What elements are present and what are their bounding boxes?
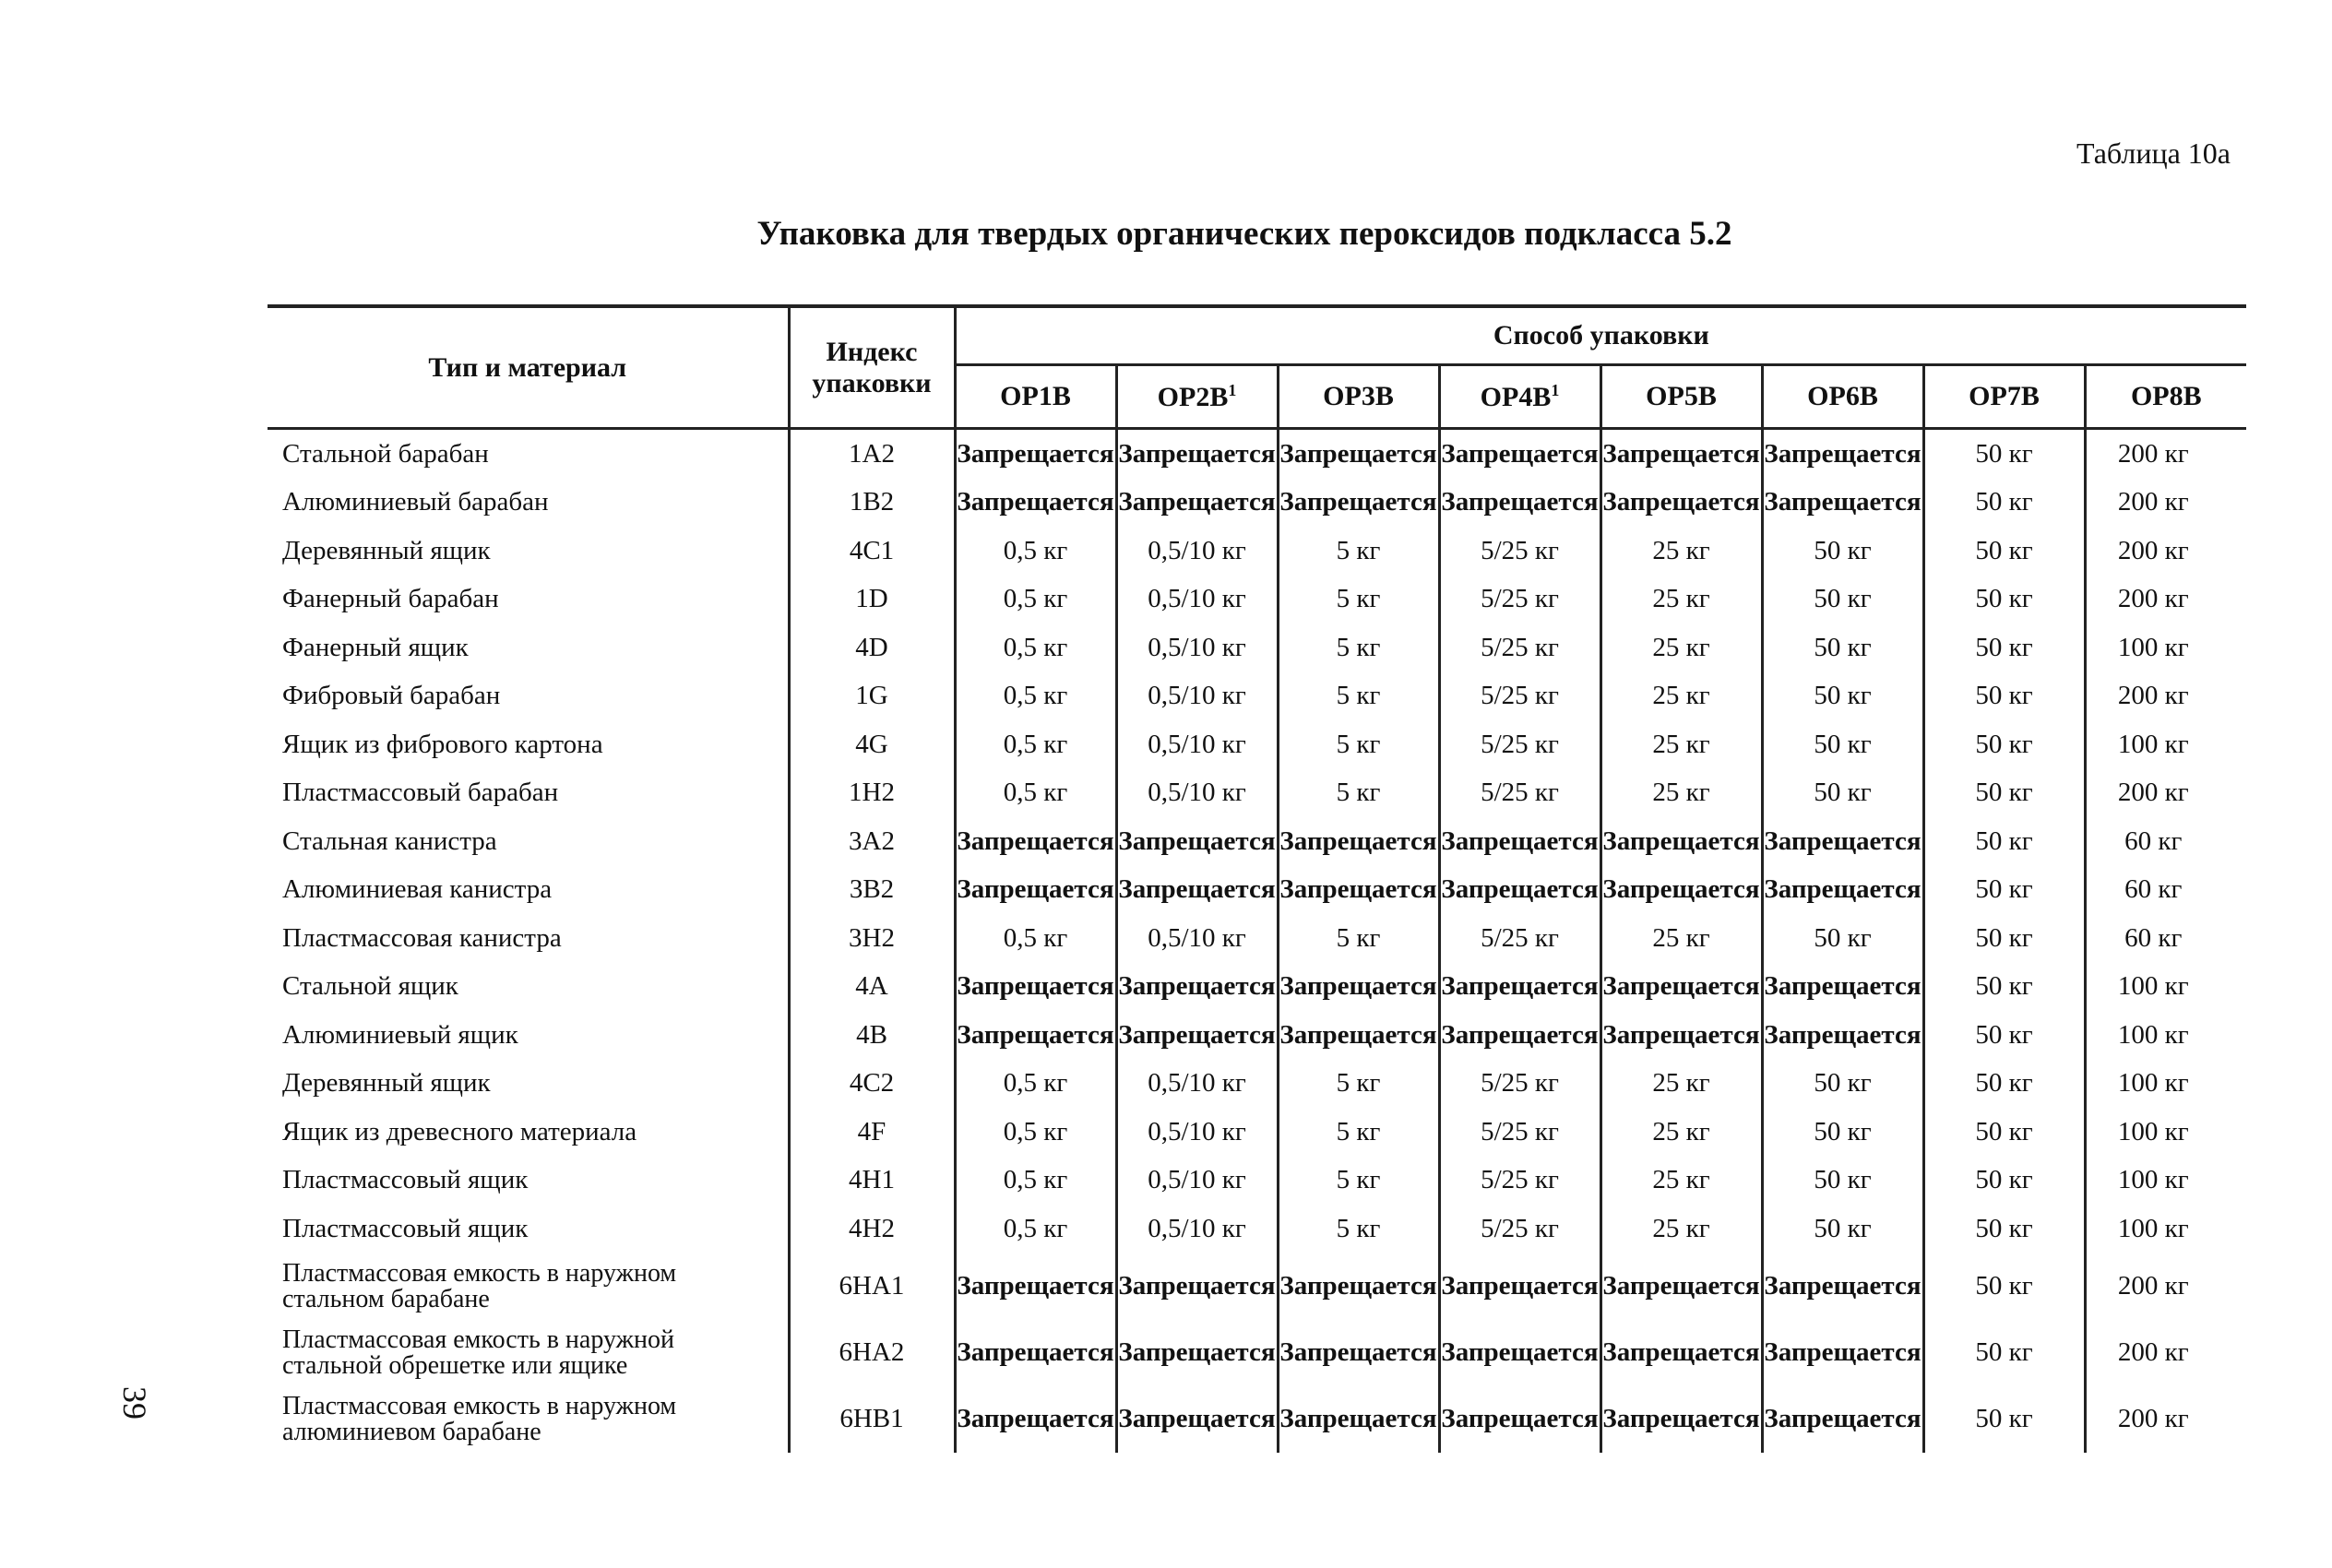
table-row	[268, 624, 2246, 672]
cell-index: 1G	[789, 672, 955, 721]
cell-op4b: Запрещается	[1439, 1320, 1600, 1386]
table-row	[268, 527, 2246, 576]
cell-op1b: Запрещается	[955, 817, 1116, 866]
table-row	[268, 769, 2246, 818]
cell-op5b: Запрещается	[1600, 1011, 1762, 1060]
cell-op3b: 5 кг	[1278, 1157, 1439, 1206]
cell-op5b: 25 кг	[1600, 672, 1762, 721]
cell-type-material-line: Пластмассовая емкость в наружном	[282, 1391, 677, 1420]
header-method-op8b	[2085, 365, 2246, 429]
header-method-label: OP6B	[1807, 381, 1878, 411]
cell-op8b: 100 кг	[2085, 963, 2246, 1012]
table-row	[268, 963, 2246, 1012]
cell-index: 6HA1	[789, 1253, 955, 1320]
cell-op7b: 50 кг	[1923, 720, 2085, 769]
cell-op5b: Запрещается	[1600, 817, 1762, 866]
cell-op6b: 50 кг	[1762, 1108, 1923, 1157]
table-label: Таблица 10а	[2076, 137, 2231, 170]
table-header	[268, 306, 2246, 429]
table-row	[268, 576, 2246, 624]
header-method-op7b	[1923, 365, 2085, 429]
cell-op2b: 0,5/10 кг	[1116, 624, 1278, 672]
cell-op8b: 200 кг	[2085, 1253, 2246, 1320]
cell-op3b: 5 кг	[1278, 527, 1439, 576]
header-method-label: OP1B	[1000, 381, 1071, 411]
cell-index: 3B2	[789, 866, 955, 915]
cell-op3b: Запрещается	[1278, 479, 1439, 528]
cell-op6b: 50 кг	[1762, 1157, 1923, 1206]
cell-index: 4F	[789, 1108, 955, 1157]
table-row	[268, 1253, 2246, 1320]
cell-type-material	[268, 1386, 789, 1453]
cell-type-material: Стальной ящик	[282, 971, 458, 1002]
cell-op3b: 5 кг	[1278, 576, 1439, 624]
cell-op2b: 0,5/10 кг	[1116, 1108, 1278, 1157]
cell-op5b: Запрещается	[1600, 479, 1762, 528]
cell-op8b: 60 кг	[2085, 914, 2246, 963]
cell-op6b: 50 кг	[1762, 1060, 1923, 1109]
cell-op6b: 50 кг	[1762, 914, 1923, 963]
cell-index: 3A2	[789, 817, 955, 866]
cell-op3b: Запрещается	[1278, 1320, 1439, 1386]
page-number: 39	[116, 1386, 153, 1420]
cell-op5b: Запрещается	[1600, 866, 1762, 915]
cell-op5b: 25 кг	[1600, 576, 1762, 624]
cell-index: 4C1	[789, 527, 955, 576]
cell-index: 6HB1	[789, 1386, 955, 1453]
cell-op2b: Запрещается	[1116, 1386, 1278, 1453]
header-method-label: OP8B	[2130, 381, 2202, 411]
cell-op6b: Запрещается	[1762, 866, 1923, 915]
cell-index: 4G	[789, 720, 955, 769]
cell-op6b: Запрещается	[1762, 963, 1923, 1012]
cell-op4b: 5/25 кг	[1439, 769, 1600, 818]
cell-op7b: 50 кг	[1923, 624, 2085, 672]
cell-op1b: 0,5 кг	[955, 1157, 1116, 1206]
cell-type-material: Фанерный барабан	[282, 584, 499, 614]
cell-op7b: 50 кг	[1923, 1011, 2085, 1060]
cell-op1b: Запрещается	[955, 1320, 1116, 1386]
cell-op8b: 200 кг	[2085, 1386, 2246, 1453]
cell-op5b: Запрещается	[1600, 1253, 1762, 1320]
cell-op1b: Запрещается	[955, 963, 1116, 1012]
cell-op2b: 0,5/10 кг	[1116, 720, 1278, 769]
cell-op2b: 0,5/10 кг	[1116, 1157, 1278, 1206]
cell-op6b: Запрещается	[1762, 1386, 1923, 1453]
cell-op7b: 50 кг	[1923, 914, 2085, 963]
cell-type-material-line: стальном барабане	[282, 1284, 490, 1313]
cell-op6b: Запрещается	[1762, 479, 1923, 528]
cell-op3b: Запрещается	[1278, 429, 1439, 479]
cell-op1b: 0,5 кг	[955, 527, 1116, 576]
header-method-op3b	[1278, 365, 1439, 429]
table-row	[268, 1060, 2246, 1109]
cell-type-material: Ящик из древесного материала	[282, 1116, 637, 1146]
cell-type-material: Алюминиевая канистра	[282, 874, 553, 905]
header-method-op1b	[955, 365, 1116, 429]
cell-index: 1D	[789, 576, 955, 624]
cell-op1b: 0,5 кг	[955, 672, 1116, 721]
cell-type-material-line: стальной обрешетке или ящике	[282, 1350, 628, 1380]
cell-op7b: 50 кг	[1923, 527, 2085, 576]
cell-type-material: Фибровый барабан	[282, 681, 501, 711]
header-method-label: OP7B	[1969, 381, 2040, 411]
header-method-op5b	[1600, 365, 1762, 429]
cell-op2b: Запрещается	[1116, 1011, 1278, 1060]
cell-op3b: 5 кг	[1278, 1205, 1439, 1253]
cell-type-material: Пластмассовый барабан	[282, 778, 559, 808]
cell-index: 4H1	[789, 1157, 955, 1206]
cell-op8b: 200 кг	[2085, 429, 2246, 479]
table-row	[268, 1205, 2246, 1253]
cell-op2b: 0,5/10 кг	[1116, 672, 1278, 721]
cell-op2b: Запрещается	[1116, 1320, 1278, 1386]
cell-op8b: 200 кг	[2085, 672, 2246, 721]
cell-type-material: Алюминиевый барабан	[282, 487, 549, 517]
cell-op7b: 50 кг	[1923, 1320, 2085, 1386]
cell-op3b: Запрещается	[1278, 1011, 1439, 1060]
cell-op5b: 25 кг	[1600, 914, 1762, 963]
cell-op1b: Запрещается	[955, 1011, 1116, 1060]
cell-op3b: 5 кг	[1278, 624, 1439, 672]
table-row	[268, 1108, 2246, 1157]
cell-op1b: 0,5 кг	[955, 576, 1116, 624]
cell-op4b: 5/25 кг	[1439, 1157, 1600, 1206]
cell-op4b: Запрещается	[1439, 817, 1600, 866]
cell-op6b: 50 кг	[1762, 527, 1923, 576]
header-method: Способ упаковки	[955, 306, 2246, 365]
cell-op8b: 100 кг	[2085, 720, 2246, 769]
cell-op2b: 0,5/10 кг	[1116, 769, 1278, 818]
cell-op4b: 5/25 кг	[1439, 720, 1600, 769]
cell-op7b: 50 кг	[1923, 1108, 2085, 1157]
cell-op1b: 0,5 кг	[955, 1205, 1116, 1253]
cell-op8b: 200 кг	[2085, 479, 2246, 528]
cell-op3b: 5 кг	[1278, 769, 1439, 818]
cell-op4b: Запрещается	[1439, 429, 1600, 479]
cell-op8b: 200 кг	[2085, 769, 2246, 818]
page-title: Упаковка для твердых органических пероксидов подкласса 5.2	[756, 215, 1732, 253]
cell-op4b: 5/25 кг	[1439, 576, 1600, 624]
cell-op2b: 0,5/10 кг	[1116, 527, 1278, 576]
cell-op5b: 25 кг	[1600, 624, 1762, 672]
header-method-label: OP2B	[1157, 381, 1229, 412]
cell-op4b: 5/25 кг	[1439, 1205, 1600, 1253]
cell-op4b: Запрещается	[1439, 1011, 1600, 1060]
cell-op2b: Запрещается	[1116, 866, 1278, 915]
cell-type-material: Деревянный ящик	[282, 1068, 491, 1099]
cell-op7b: 50 кг	[1923, 576, 2085, 624]
cell-op7b: 50 кг	[1923, 1060, 2085, 1109]
cell-op7b: 50 кг	[1923, 1253, 2085, 1320]
header-index-line1: Индекс	[826, 336, 918, 367]
header-method-label: OP5B	[1646, 381, 1717, 411]
cell-op7b: 50 кг	[1923, 1157, 2085, 1206]
cell-op8b: 200 кг	[2085, 527, 2246, 576]
cell-index: 4C2	[789, 1060, 955, 1109]
cell-op1b: 0,5 кг	[955, 624, 1116, 672]
table-row	[268, 479, 2246, 528]
cell-op4b: 5/25 кг	[1439, 1108, 1600, 1157]
cell-op5b: 25 кг	[1600, 769, 1762, 818]
cell-op2b: Запрещается	[1116, 429, 1278, 479]
header-method-label: OP3B	[1323, 381, 1394, 411]
cell-index: 4D	[789, 624, 955, 672]
table-row	[268, 1157, 2246, 1206]
cell-op1b: 0,5 кг	[955, 1108, 1116, 1157]
cell-op2b: 0,5/10 кг	[1116, 1060, 1278, 1109]
cell-type-material-line: Пластмассовая емкость в наружной	[282, 1324, 674, 1354]
cell-op5b: Запрещается	[1600, 429, 1762, 479]
cell-op7b: 50 кг	[1923, 1205, 2085, 1253]
cell-op2b: Запрещается	[1116, 1253, 1278, 1320]
header-method-op6b	[1762, 365, 1923, 429]
header-method-op2b	[1116, 365, 1278, 429]
cell-op4b: Запрещается	[1439, 866, 1600, 915]
header-index-line2: упаковки	[812, 367, 932, 398]
cell-op5b: 25 кг	[1600, 527, 1762, 576]
cell-op3b: 5 кг	[1278, 720, 1439, 769]
cell-op8b: 60 кг	[2085, 817, 2246, 866]
cell-op6b: 50 кг	[1762, 720, 1923, 769]
footnote-mark: 1	[1551, 380, 1560, 399]
cell-op7b: 50 кг	[1923, 672, 2085, 721]
table-row	[268, 1011, 2246, 1060]
cell-op8b: 100 кг	[2085, 1011, 2246, 1060]
cell-op1b: Запрещается	[955, 429, 1116, 479]
cell-op1b: Запрещается	[955, 1386, 1116, 1453]
table-row	[268, 672, 2246, 721]
table-row	[268, 720, 2246, 769]
cell-index: 4A	[789, 963, 955, 1012]
header-index	[789, 306, 955, 429]
cell-op6b: Запрещается	[1762, 1011, 1923, 1060]
cell-type-material: Пластмассовая канистра	[282, 922, 562, 953]
table-row	[268, 1320, 2246, 1386]
cell-type-material-line: Пластмассовая емкость в наружном	[282, 1258, 677, 1288]
cell-op3b: 5 кг	[1278, 914, 1439, 963]
cell-op8b: 200 кг	[2085, 576, 2246, 624]
cell-op6b: Запрещается	[1762, 1320, 1923, 1386]
cell-op6b: Запрещается	[1762, 817, 1923, 866]
cell-op2b: 0,5/10 кг	[1116, 1205, 1278, 1253]
cell-type-material: Алюминиевый ящик	[282, 1019, 518, 1050]
cell-op6b: 50 кг	[1762, 672, 1923, 721]
cell-op5b: 25 кг	[1600, 1205, 1762, 1253]
cell-op3b: Запрещается	[1278, 963, 1439, 1012]
cell-op2b: Запрещается	[1116, 963, 1278, 1012]
cell-op6b: 50 кг	[1762, 576, 1923, 624]
packaging-table	[268, 304, 2246, 1453]
cell-op5b: 25 кг	[1600, 720, 1762, 769]
cell-op3b: Запрещается	[1278, 866, 1439, 915]
cell-op8b: 100 кг	[2085, 1205, 2246, 1253]
cell-op6b: 50 кг	[1762, 624, 1923, 672]
cell-index: 4H2	[789, 1205, 955, 1253]
header-type-material: Тип и материал	[268, 306, 789, 429]
cell-op3b: 5 кг	[1278, 672, 1439, 721]
cell-op6b: Запрещается	[1762, 1253, 1923, 1320]
cell-op5b: Запрещается	[1600, 963, 1762, 1012]
cell-op4b: 5/25 кг	[1439, 527, 1600, 576]
cell-op5b: 25 кг	[1600, 1108, 1762, 1157]
cell-op4b: 5/25 кг	[1439, 672, 1600, 721]
cell-index: 3H2	[789, 914, 955, 963]
cell-op1b: Запрещается	[955, 479, 1116, 528]
cell-op6b: 50 кг	[1762, 1205, 1923, 1253]
header-method-op4b	[1439, 365, 1600, 429]
cell-op3b: Запрещается	[1278, 817, 1439, 866]
table-row	[268, 914, 2246, 963]
cell-type-material: Стальной барабан	[282, 438, 489, 469]
cell-op5b: Запрещается	[1600, 1386, 1762, 1453]
cell-op1b: 0,5 кг	[955, 914, 1116, 963]
cell-op7b: 50 кг	[1923, 1386, 2085, 1453]
cell-type-material	[268, 1320, 789, 1386]
table-body	[268, 429, 2246, 1453]
cell-type-material: Стальная канистра	[282, 826, 497, 856]
cell-op8b: 60 кг	[2085, 866, 2246, 915]
cell-op4b: 5/25 кг	[1439, 624, 1600, 672]
cell-op5b: Запрещается	[1600, 1320, 1762, 1386]
cell-op3b: Запрещается	[1278, 1386, 1439, 1453]
cell-index: 6HA2	[789, 1320, 955, 1386]
table-row	[268, 817, 2246, 866]
cell-op6b: Запрещается	[1762, 429, 1923, 479]
cell-op4b: 5/25 кг	[1439, 914, 1600, 963]
cell-op3b: 5 кг	[1278, 1108, 1439, 1157]
cell-op7b: 50 кг	[1923, 866, 2085, 915]
cell-op4b: Запрещается	[1439, 1253, 1600, 1320]
cell-op3b: Запрещается	[1278, 1253, 1439, 1320]
header-method-label: OP4B	[1480, 381, 1552, 412]
cell-op1b: 0,5 кг	[955, 720, 1116, 769]
cell-op8b: 100 кг	[2085, 1157, 2246, 1206]
cell-op7b: 50 кг	[1923, 429, 2085, 479]
cell-op7b: 50 кг	[1923, 769, 2085, 818]
table-row	[268, 866, 2246, 915]
cell-type-material: Ящик из фибрового картона	[282, 729, 603, 759]
cell-index: 4B	[789, 1011, 955, 1060]
cell-type-material: Пластмассовый ящик	[282, 1213, 529, 1243]
cell-op1b: Запрещается	[955, 1253, 1116, 1320]
cell-index: 1A2	[789, 429, 955, 479]
cell-op4b: Запрещается	[1439, 479, 1600, 528]
cell-op8b: 100 кг	[2085, 624, 2246, 672]
cell-op4b: Запрещается	[1439, 1386, 1600, 1453]
cell-op2b: Запрещается	[1116, 479, 1278, 528]
cell-op7b: 50 кг	[1923, 479, 2085, 528]
cell-op3b: 5 кг	[1278, 1060, 1439, 1109]
cell-op7b: 50 кг	[1923, 817, 2085, 866]
cell-op5b: 25 кг	[1600, 1060, 1762, 1109]
cell-op4b: 5/25 кг	[1439, 1060, 1600, 1109]
cell-op8b: 200 кг	[2085, 1320, 2246, 1386]
cell-op1b: 0,5 кг	[955, 1060, 1116, 1109]
footnote-mark: 1	[1228, 380, 1237, 399]
cell-op4b: Запрещается	[1439, 963, 1600, 1012]
cell-type-material	[268, 1253, 789, 1320]
cell-op6b: 50 кг	[1762, 769, 1923, 818]
cell-op7b: 50 кг	[1923, 963, 2085, 1012]
table-row	[268, 1386, 2246, 1453]
cell-op2b: 0,5/10 кг	[1116, 576, 1278, 624]
cell-op8b: 100 кг	[2085, 1108, 2246, 1157]
cell-op1b: Запрещается	[955, 866, 1116, 915]
cell-op2b: 0,5/10 кг	[1116, 914, 1278, 963]
cell-index: 1H2	[789, 769, 955, 818]
cell-type-material: Фанерный ящик	[282, 632, 469, 662]
cell-index: 1B2	[789, 479, 955, 528]
cell-type-material: Пластмассовый ящик	[282, 1165, 529, 1195]
cell-type-material: Деревянный ящик	[282, 535, 491, 565]
cell-op8b: 100 кг	[2085, 1060, 2246, 1109]
table-row	[268, 429, 2246, 479]
cell-op1b: 0,5 кг	[955, 769, 1116, 818]
cell-op5b: 25 кг	[1600, 1157, 1762, 1206]
cell-op2b: Запрещается	[1116, 817, 1278, 866]
cell-type-material-line: алюминиевом барабане	[282, 1417, 541, 1446]
